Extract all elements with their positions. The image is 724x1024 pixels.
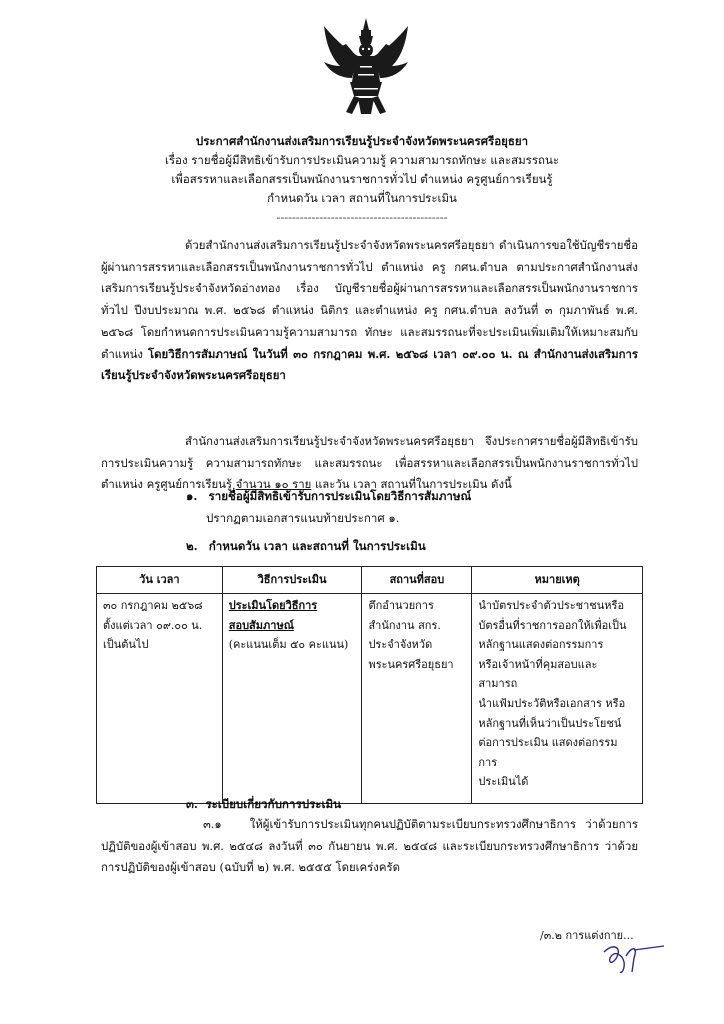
garuda-emblem-icon bbox=[318, 16, 414, 120]
column-header-place: สถานที่สอบ bbox=[362, 567, 472, 594]
note-line: นำแฟ้มประวัติหรือเอกสาร หรือ bbox=[478, 696, 626, 710]
paragraph-background-bold: โดยวิธีการสัมภาษณ์ ในวันที่ ๓๐ กรกฎาคม พ.ศ. ๒๕๖๘ เวลา ๐๙.๐๐ น. ณ สำนักงานส่งเสริมการเรียนรู้ประจำจังหวัดพระนครศรีอยุธยา bbox=[101, 346, 638, 383]
paragraph-background bbox=[101, 235, 638, 387]
method-score: (คะแนนเต็ม ๕๐ คะแนน) bbox=[228, 638, 349, 652]
column-header-note: หมายเหตุ bbox=[472, 567, 643, 594]
note-line: นำบัตรประจำตัวประชาชนหรือ bbox=[478, 599, 625, 612]
section-1-heading bbox=[186, 486, 471, 506]
section-1-body: ปรากฏตามเอกสารแนบท้ายประกาศ ๑. bbox=[206, 511, 400, 525]
note-line: หลักฐานแสดงต่อกรรมการ bbox=[478, 638, 604, 652]
header-divider: -------------------------------------------- bbox=[276, 210, 448, 224]
section-3-item-number: ๓.๑ bbox=[203, 817, 222, 831]
section-2-heading bbox=[186, 536, 426, 556]
note-line: หลักฐานที่เห็นว่าเป็นประโยชน์ bbox=[478, 716, 622, 730]
section-2-title: กำหนดวัน เวลา และสถานที่ ในการประเมิน bbox=[208, 539, 426, 553]
cell-place bbox=[362, 594, 472, 804]
place-line: พระนครศรีอยุธยา bbox=[368, 657, 454, 671]
announcement-title: ประกาศสำนักงานส่งเสริมการเรียนรู้ประจำจังหวัดพระนครศรีอยุธยา bbox=[195, 134, 529, 148]
place-line: ประจำจังหวัด bbox=[368, 638, 433, 652]
cell-note bbox=[472, 594, 643, 804]
section-1-number: ๑. bbox=[186, 489, 198, 503]
method-line: ประเมินโดยวิธีการ bbox=[228, 599, 318, 612]
assessment-schedule-table bbox=[96, 566, 643, 804]
cell-date bbox=[97, 594, 223, 804]
section-3-item-text: ให้ผู้เข้ารับการประเมินทุกคนปฏิบัติตามระเบียบกระทรวงศึกษาธิการ ว่าด้วยการปฏิบัติของผู้เข้าสอบ พ.ศ. ๒๕๔๘ ลงวันที่ ๓๐ กันยายน พ.ศ. ๒๕๔๘ และระเบียบกระทรวงศึกษาธิการ ว่าด้วยการปฏิบัติของผู้เข้าสอบ (ฉบับที่ ๒) พ.ศ. ๒๕๕๕ โดยเคร่งครัด bbox=[101, 817, 638, 875]
date-line: ๓๐ กรกฎาคม ๒๕๖๘ bbox=[103, 599, 203, 612]
column-header-date: วัน เวลา bbox=[97, 567, 223, 594]
method-line: สอบสัมภาษณ์ bbox=[228, 618, 294, 632]
section-3-number: ๓. bbox=[186, 797, 198, 811]
section-3-title: ระเบียบเกี่ยวกับการประเมิน bbox=[205, 797, 342, 811]
candidate-count: จำนวน ๑๐ ราย bbox=[235, 477, 312, 492]
announcement-subject-line-1: เรื่อง รายชื่อผู้มีสิทธิเข้ารับการประเมินความรู้ ความสามารถทักษะ และสมรรถนะ bbox=[164, 153, 560, 167]
note-line: บัตรอื่นที่ราชการออกให้เพื่อเป็น bbox=[478, 618, 627, 632]
note-line: ประเมินได้ bbox=[478, 775, 529, 789]
paragraph-background-text: ด้วยสำนักงานส่งเสริมการเรียนรู้ประจำจังหวัดพระนครศรีอยุธยา ดำเนินการขอใช้บัญชีรายชื่อผู้ผ่านการสรรหาและเลือกสรรเป็นพนักงานราชการทั่วไป ตำแหน่ง ครู กศน.ตำบล ตามประกาศสำนักงานส่งเสริมการเรียนรู้ประจำจังหวัดอ่างทอง เรื่อง บัญชีรายชื่อผู้ผ่านการสรรหาและเลือกสรรเป็นพนักงานราชการทั่วไป ปีงบประมาณ พ.ศ. ๒๕๖๘ ตำแหน่ง นิติกร และตำแหน่ง ครู กศน.ตำบล ลงวันที่ ๓ กุมภาพันธ์ พ.ศ. ๒๕๖๘ โดยกำหนดการประเมินความรู้ความสามารถ ทักษะ และสมรรถนะที่จะประเมินเพิ่มเติมให้เหมาะสมกับตำแหน่ง bbox=[101, 238, 638, 361]
date-line: ตั้งแต่เวลา ๐๙.๐๐ น. bbox=[103, 618, 203, 632]
place-line: ตึกอำนวยการ bbox=[368, 599, 434, 612]
note-line: ต่อการประเมิน แสดงต่อกรรมการ bbox=[478, 736, 618, 769]
date-line: เป็นต้นไป bbox=[103, 638, 149, 652]
paragraph-announcement-tail: และวัน เวลา สถานที่ในการประเมิน ดังนี้ bbox=[314, 477, 512, 492]
table-header-row bbox=[97, 567, 643, 594]
section-3-heading bbox=[186, 794, 341, 814]
place-line: สำนักงาน สกร. bbox=[368, 618, 441, 632]
table-row bbox=[97, 594, 643, 804]
section-1-title: รายชื่อผู้มีสิทธิเข้ารับการประเมินโดยวิธีการสัมภาษณ์ bbox=[208, 489, 472, 503]
announcement-header bbox=[100, 132, 624, 227]
column-header-method: วิธีการประเมิน bbox=[222, 567, 362, 594]
announcement-subject-line-2: เพื่อสรรหาและเลือกสรรเป็นพนักงานราชการทั่วไป ตำแหน่ง ครูศูนย์การเรียนรู้ bbox=[171, 172, 553, 186]
continued-on-next-page: /๓.๒ การแต่งกาย... bbox=[540, 929, 634, 942]
announcement-subject-line-3: กำหนดวัน เวลา สถานที่ในการประเมิน bbox=[267, 191, 457, 205]
section-2-number: ๒. bbox=[186, 539, 198, 553]
cell-method bbox=[222, 594, 362, 804]
paragraph-announcement-text: สำนักงานส่งเสริมการเรียนรู้ประจำจังหวัดพระนครศรีอยุธยา จึงประกาศรายชื่อผู้มีสิทธิเข้ารับการประเมินความรู้ ความสามารถทักษะ และสมรรถนะ เพื่อสรรหาและเลือกสรรเป็นพนักงานราชการทั่วไป ตำแหน่ง ครูศูนย์การเรียนรู้ bbox=[101, 434, 638, 492]
note-line: หรือเจ้าหน้าที่คุมสอบและสามารถ bbox=[478, 657, 598, 691]
signature-mark-icon bbox=[598, 932, 668, 976]
section-3-item-1 bbox=[101, 814, 638, 879]
